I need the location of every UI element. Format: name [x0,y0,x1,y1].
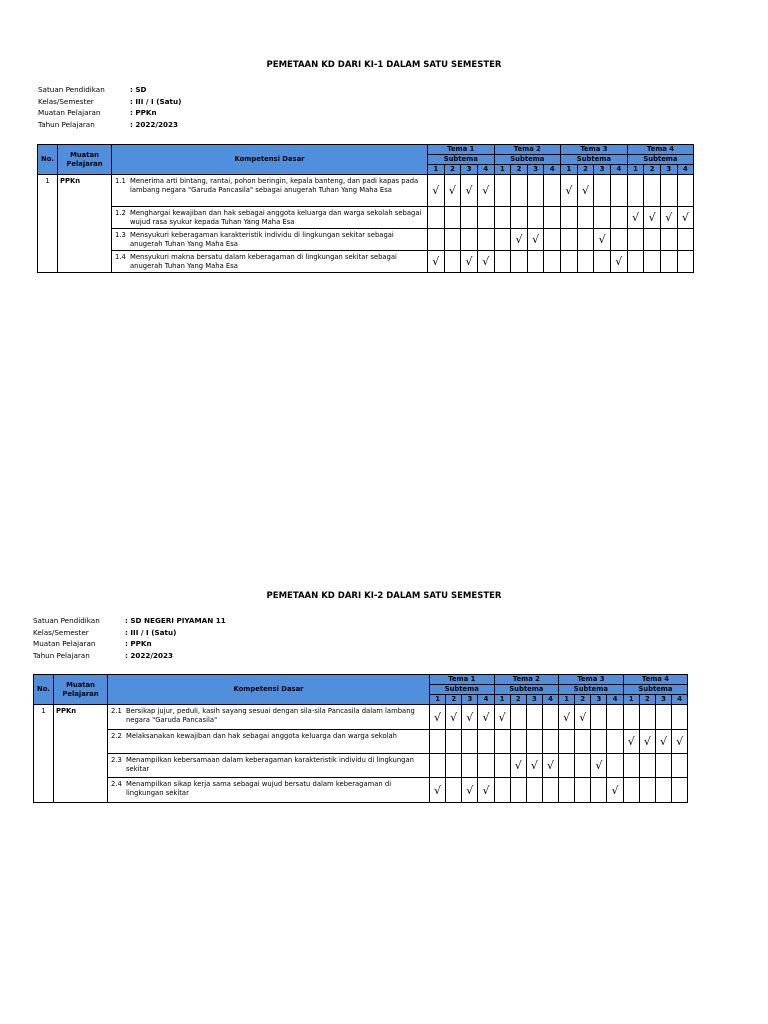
header-subtema-number: 4 [544,165,561,175]
header-subtema-number: 1 [559,695,575,705]
kompetensi-dasar-cell [108,705,430,730]
header-subtema-number: 1 [430,695,446,705]
kd-description: Mensyukuri makna bersatu dalam keberagaman di lingkungan sekitar sebagai anugerah Tuhan Yang Maha Esa [130,253,397,270]
check-cell [428,175,445,207]
header-subtema-number: 4 [677,165,694,175]
check-mark-icon: √ [498,710,506,724]
header-tema: Tema 1 [428,145,495,155]
check-cell [511,229,528,251]
check-cell [677,251,694,273]
check-cell [655,730,671,754]
check-cell [577,207,594,229]
check-cell [644,251,661,273]
kd-description: Menerima arti bintang, rantai, pohon beringin, kepala banteng, dan padi kapas pada lambang negara "Garuda Pancasila" sebagai anugerah Tuhan Yang Maha Esa [130,177,419,194]
meta-label: Satuan Pendidikan [33,616,100,625]
check-mark-icon: √ [515,233,523,246]
check-cell [446,705,462,730]
check-cell [510,705,526,730]
check-cell [561,207,578,229]
check-cell [430,730,446,754]
check-cell [494,207,511,229]
check-cell [477,175,494,207]
check-cell [430,778,446,803]
check-cell [461,251,478,273]
muatan-pelajaran: PPKn [58,175,112,273]
check-cell [478,778,494,803]
check-cell [594,251,611,273]
header-subtema: Subtema [428,155,495,165]
check-cell [494,730,510,754]
check-mark-icon: √ [434,783,442,797]
check-cell [610,251,627,273]
header-subtema-number: 4 [607,695,623,705]
kd-description: Menampilkan kebersamaan dalam keberagaman karakteristik individu di lingkungan sekitar [126,756,414,773]
check-mark-icon: √ [648,211,656,224]
header-subtema-number: 3 [591,695,607,705]
header-tema: Tema 2 [494,675,559,685]
table-row [38,207,694,229]
header-subtema-number: 1 [494,165,511,175]
kd-description: Mensyukuri keberagaman karakteristik individu di lingkungan sekitar sebagai anugerah Tuhan Yang Maha Esa [130,231,394,248]
kompetensi-dasar-cell [112,207,428,229]
meta-block [38,84,181,130]
check-cell [655,778,671,803]
check-cell [544,251,561,273]
check-cell [639,705,655,730]
kd-description: Menghargai kewajiban dan hak sebagai anggota keluarga dan warga sekolah sebagai wujud rasa syukur kepada Tuhan Yang Maha Esa [130,209,422,226]
muatan-pelajaran: PPKn [54,705,108,803]
check-cell [511,251,528,273]
check-cell [511,207,528,229]
check-cell [655,705,671,730]
check-cell [561,251,578,273]
check-cell [607,730,623,754]
header-no: No. [38,145,58,175]
check-cell [672,730,688,754]
check-cell [623,754,639,778]
check-cell [477,229,494,251]
check-cell [644,175,661,207]
check-cell [477,207,494,229]
kd-description: Melaksanakan kewajiban dan hak sebagai anggota keluarga dan warga sekolah [126,732,397,740]
check-cell [577,229,594,251]
check-cell [591,778,607,803]
check-cell [594,207,611,229]
check-cell [511,175,528,207]
meta-value: : 2022/2023 [125,650,174,660]
header-subtema-number: 2 [511,165,528,175]
table-row [34,754,688,778]
kd-number: 2.4 [111,780,122,788]
check-cell [542,705,558,730]
kd-description: Bersikap jujur, peduli, kasih sayang sesuai dengan sila-sila Pancasila dalam lambang negara "Garuda Pancasila" [126,707,415,724]
check-mark-icon: √ [432,255,440,268]
check-cell [462,730,478,754]
header-subtema: Subtema [561,155,628,165]
check-cell [577,251,594,273]
check-cell [559,754,575,778]
header-subtema-number: 4 [610,165,627,175]
header-subtema-number: 1 [428,165,445,175]
check-mark-icon: √ [432,184,440,197]
check-mark-icon: √ [595,759,603,772]
header-subtema-number: 3 [462,695,478,705]
check-mark-icon: √ [582,184,590,197]
check-cell [527,229,544,251]
header-muatan: Muatan Pelajaran [58,145,112,175]
kompetensi-dasar-cell [108,730,430,754]
kd-number: 1.1 [115,177,126,185]
check-cell [623,778,639,803]
check-mark-icon: √ [466,710,474,724]
header-subtema-number: 3 [660,165,677,175]
table-row [34,730,688,754]
check-cell [542,778,558,803]
check-cell [610,175,627,207]
kompetensi-dasar-cell [112,251,428,273]
header-tema: Tema 4 [627,145,694,155]
check-mark-icon: √ [482,184,490,197]
table-row [34,778,688,803]
header-subtema: Subtema [559,685,624,695]
check-cell [446,730,462,754]
check-cell [639,730,655,754]
check-cell [444,229,461,251]
header-subtema-number: 2 [575,695,591,705]
check-cell [672,705,688,730]
check-cell [544,229,561,251]
header-subtema-number: 1 [561,165,578,175]
header-tema: Tema 1 [430,675,495,685]
check-cell [494,251,511,273]
check-mark-icon: √ [465,255,473,268]
check-cell [478,754,494,778]
header-no: No. [34,675,54,705]
header-subtema-number: 4 [477,165,494,175]
kd-number: 2.1 [111,707,122,715]
meta-block [33,615,226,661]
check-cell [594,229,611,251]
check-cell [577,175,594,207]
header-subtema: Subtema [494,155,561,165]
meta-value: : PPKn [125,639,152,648]
check-mark-icon: √ [448,184,456,197]
header-subtema-number: 2 [577,165,594,175]
check-cell [610,229,627,251]
check-cell [462,754,478,778]
check-mark-icon: √ [659,735,667,748]
check-cell [660,207,677,229]
check-cell [478,730,494,754]
check-cell [510,778,526,803]
check-cell [461,175,478,207]
check-mark-icon: √ [676,735,684,748]
check-cell [660,251,677,273]
check-cell [428,207,445,229]
check-cell [594,175,611,207]
header-subtema-number: 4 [478,695,494,705]
table-row [34,705,688,730]
header-subtema-number: 3 [594,165,611,175]
check-cell [559,705,575,730]
check-cell [575,730,591,754]
check-mark-icon: √ [579,710,587,724]
header-subtema-number: 2 [510,695,526,705]
meta-value: : SD [130,85,147,94]
check-cell [591,730,607,754]
check-mark-icon: √ [434,710,442,724]
check-mark-icon: √ [665,211,673,224]
check-mark-icon: √ [563,710,571,724]
meta-label: Tahun Pelajaran [33,650,90,660]
check-cell [591,754,607,778]
meta-value: : PPKn [130,108,157,117]
table-row [38,251,694,273]
check-cell [672,778,688,803]
check-cell [478,705,494,730]
check-mark-icon: √ [532,233,540,246]
check-mark-icon: √ [547,759,555,772]
check-mark-icon: √ [643,735,651,748]
header-subtema-number: 1 [627,165,644,175]
meta-label: Kelas/Semester [33,627,89,637]
check-cell [644,229,661,251]
header-tema: Tema 2 [494,145,561,155]
meta-label: Satuan Pendidikan [38,85,105,94]
kompetensi-dasar-cell [108,778,430,803]
check-cell [444,251,461,273]
check-mark-icon: √ [514,759,522,772]
header-subtema-number: 2 [639,695,655,705]
check-cell [623,730,639,754]
check-cell [494,778,510,803]
meta-label: Tahun Pelajaran [38,119,95,129]
header-subtema-number: 2 [444,165,461,175]
kd-number: 2.2 [111,732,122,740]
check-mark-icon: √ [450,710,458,724]
check-cell [461,229,478,251]
check-cell [430,754,446,778]
check-cell [446,754,462,778]
check-cell [526,730,542,754]
check-cell [655,754,671,778]
check-cell [591,705,607,730]
header-subtema-number: 3 [655,695,671,705]
check-cell [477,251,494,273]
check-mark-icon: √ [565,184,573,197]
meta-label: Muatan Pelajaran [38,108,101,117]
header-subtema-number: 2 [446,695,462,705]
kompetensi-dasar-cell [112,229,428,251]
header-subtema: Subtema [494,685,559,695]
check-cell [462,705,478,730]
check-cell [526,705,542,730]
check-mark-icon: √ [598,233,606,246]
check-mark-icon: √ [530,759,538,772]
kd-number: 2.3 [111,756,122,764]
section-title: PEMETAAN KD DARI KI-1 DALAM SATU SEMESTER [266,60,502,70]
check-cell [494,175,511,207]
check-cell [561,229,578,251]
check-cell [527,251,544,273]
check-cell [644,207,661,229]
check-cell [544,175,561,207]
check-cell [462,778,478,803]
header-subtema: Subtema [430,685,495,695]
check-cell [627,207,644,229]
check-mark-icon: √ [631,211,639,224]
check-cell [494,754,510,778]
check-cell [559,730,575,754]
kd-table [33,674,688,803]
table-row [38,229,694,251]
check-mark-icon: √ [465,184,473,197]
meta-value: : SD NEGERI PIYAMAN 11 [125,616,226,625]
check-mark-icon: √ [627,735,635,748]
meta-value: : III / I (Satu) [130,96,182,106]
header-subtema-number: 3 [526,695,542,705]
check-cell [526,778,542,803]
row-number: 1 [38,175,58,273]
check-cell [607,754,623,778]
check-mark-icon: √ [482,255,490,268]
meta-label: Muatan Pelajaran [33,639,96,648]
header-subtema-number: 3 [461,165,478,175]
check-cell [428,251,445,273]
check-cell [677,175,694,207]
check-cell [494,705,510,730]
check-cell [510,754,526,778]
check-cell [542,730,558,754]
header-tema: Tema 3 [559,675,624,685]
header-subtema-number: 3 [527,165,544,175]
check-cell [428,229,445,251]
check-cell [527,207,544,229]
check-cell [607,705,623,730]
row-number: 1 [34,705,54,803]
table-row [38,175,694,207]
header-subtema: Subtema [623,685,688,695]
check-mark-icon: √ [466,783,474,797]
kd-number: 1.3 [115,231,126,239]
check-cell [660,229,677,251]
check-cell [607,778,623,803]
header-subtema-number: 2 [644,165,661,175]
header-kd: Kompetensi Dasar [112,145,428,175]
check-mark-icon: √ [482,710,490,724]
check-cell [542,754,558,778]
meta-label: Kelas/Semester [38,96,94,106]
check-mark-icon: √ [482,783,490,797]
check-cell [494,229,511,251]
check-cell [526,754,542,778]
check-mark-icon: √ [611,783,619,797]
check-cell [559,778,575,803]
header-subtema: Subtema [627,155,694,165]
header-subtema-number: 1 [623,695,639,705]
section-title: PEMETAAN KD DARI KI-2 DALAM SATU SEMESTER [266,591,502,601]
check-cell [623,705,639,730]
meta-value: : III / I (Satu) [125,627,177,637]
check-cell [639,778,655,803]
check-cell [627,251,644,273]
check-cell [677,207,694,229]
check-cell [544,207,561,229]
check-cell [575,754,591,778]
check-cell [527,175,544,207]
check-mark-icon: √ [615,255,623,268]
check-cell [639,754,655,778]
meta-value: : 2022/2023 [130,119,179,129]
check-cell [660,175,677,207]
header-subtema-number: 4 [672,695,688,705]
header-tema: Tema 3 [561,145,628,155]
check-cell [461,207,478,229]
kd-table [37,144,694,273]
check-cell [510,730,526,754]
header-tema: Tema 4 [623,675,688,685]
check-cell [627,175,644,207]
header-kd: Kompetensi Dasar [108,675,430,705]
check-mark-icon: √ [681,211,689,224]
check-cell [444,207,461,229]
kd-description: Menampilkan sikap kerja sama sebagai wujud bersatu dalam keberagaman di lingkungan sekitar [126,780,392,797]
kd-number: 1.4 [115,253,126,261]
kompetensi-dasar-cell [112,175,428,207]
check-cell [575,778,591,803]
check-cell [430,705,446,730]
check-cell [610,207,627,229]
header-muatan: Muatan Pelajaran [54,675,108,705]
check-cell [561,175,578,207]
header-subtema-number: 1 [494,695,510,705]
check-cell [677,229,694,251]
check-cell [444,175,461,207]
check-cell [672,754,688,778]
kd-number: 1.2 [115,209,126,217]
check-cell [575,705,591,730]
header-subtema-number: 4 [542,695,558,705]
check-cell [446,778,462,803]
kompetensi-dasar-cell [108,754,430,778]
check-cell [627,229,644,251]
